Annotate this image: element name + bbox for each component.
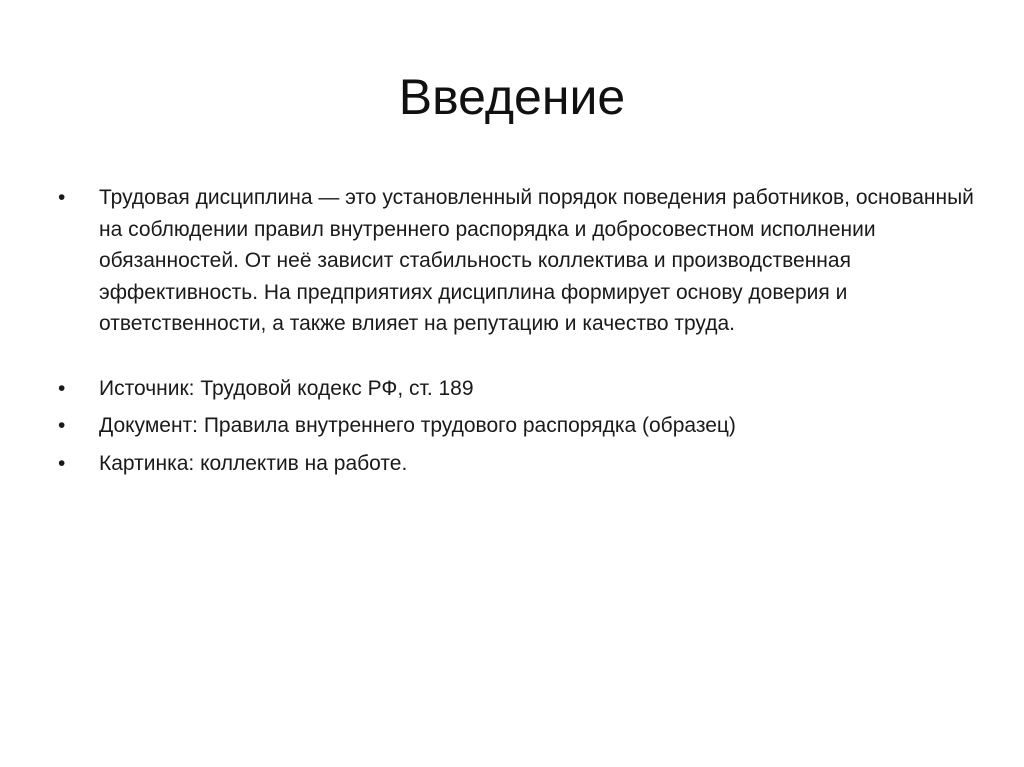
bullet-dot-icon: • [58, 376, 66, 400]
bullet-item [58, 410, 978, 442]
bullet-item [58, 373, 978, 405]
bullet-item [58, 182, 978, 340]
bullet-dot-icon: • [58, 451, 66, 475]
bullet-text: Трудовая дисциплина — это установленный порядок поведения работников, основанный на соблюдении правил внутреннего распорядка и добросовестном исполнении обязанностей. От неё зависит стабильность коллектива и производственная эффективность. На предприятиях дисциплина формирует основу доверия и ответственности, а также влияет на репутацию и качество труда. [99, 186, 974, 335]
bullet-text: Картинка: коллектив на работе. [99, 451, 408, 475]
bullet-list [58, 182, 978, 485]
bullet-text: Источник: Трудовой кодекс РФ, ст. 189 [99, 376, 474, 400]
bullet-text: Документ: Правила внутреннего трудового распорядка (образец) [99, 414, 736, 437]
slide-title: Введение [398, 69, 626, 125]
bullet-dot-icon: • [58, 414, 66, 437]
bullet-dot-icon: • [58, 186, 66, 209]
bullet-item [58, 448, 978, 480]
